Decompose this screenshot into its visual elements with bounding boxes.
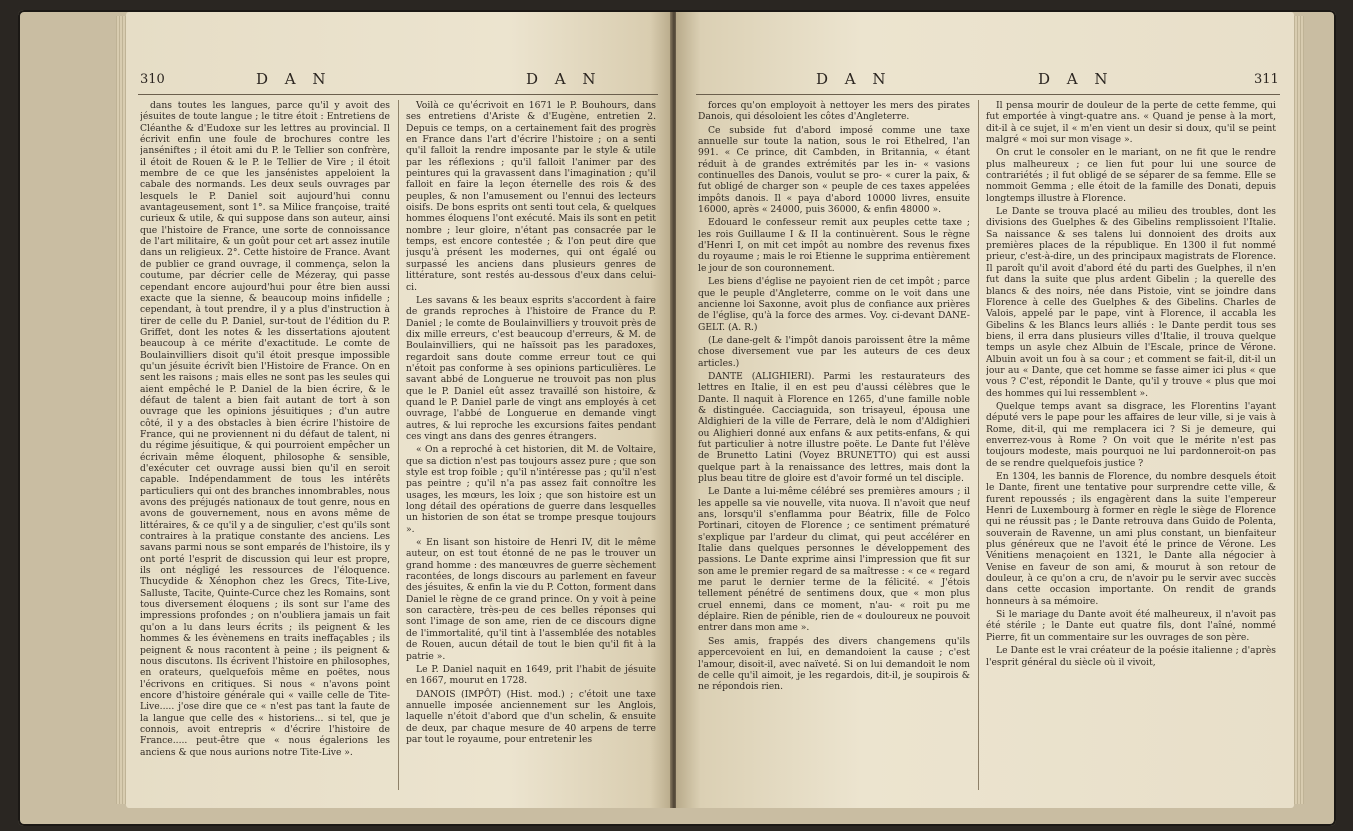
- column-rule: [978, 100, 979, 790]
- paragraph: On crut le consoler en le mariant, on ne fit que le rendre plus malheureux ; ce lien fut pour lui une source de contrariétés ; il fut obligé de se séparer de sa femme. Elle se nommoit Gemma ; elle étoit de la famille des Donati, depuis longtemps illustre à Florence.: [986, 147, 1276, 204]
- running-head: D A N: [816, 70, 892, 88]
- text-column-right-2: [986, 100, 1276, 800]
- column-rule: [398, 100, 399, 790]
- paragraph: Le Dante se trouva placé au milieu des troubles, dont les divisions des Guelphes & des Gibelins remplissoient l'Italie. Sa naissance & ses talens lui donnoient des droits aux premières places de la république. En 1300 il fut nommé prieur, c'est-à-dire, un des principaux magistrats de Florence. Il paroît qu'il avoit d'abord été du parti des Guelphes, il n'en fut dans la suite que plus ardent Gibelin ; la querelle des blancs & des noirs, née dans Pistoie, vint se joindre dans Florence à celle des Guelphes & des Gibelins. Charles de Valois, appelé par le pape, vint à Florence, il accabla les Gibelins & les Blancs leurs alliés : le Dante perdit tous ses biens, il erra dans plusieurs villes d'Italie, il trouva quelque temps un asyle chez Albuin de l'Escale, prince de Vérone. Albuin avoit un fou à sa cour ; et comment se fait-il, dit-il un jour au « Dante, que cet homme se fasse aimer ici plus « que vous ? C'est, répondit le Dante, qu'il y trouve « plus que moi des hommes qui lui ressemblent ».: [986, 206, 1276, 399]
- page-number-right: 311: [1254, 72, 1279, 87]
- text-column-left-2: [406, 100, 656, 800]
- paragraph: DANTE (ALIGHIERI). Parmi les restaurateurs des lettres en Italie, il en est peu d'aussi célèbres que le Dante. Il naquit à Florence en 1265, d'une famille noble & distinguée. Cacciaguida, son trisayeul, épousa une Aldighieri de la ville de Ferrare, delà le nom d'Aldighieri ou Alighieri donné aux enfans & aux petits-enfans, & qui fut particulier à notre illustre poëte. Le Dante fut l'élève de Brunetto Latini (Voyez BRUNETTO) qui est aussi quelque part à la renaissance des lettres, mais dont la plus beau titre de gloire est d'avoir formé un tel disciple.: [698, 370, 970, 484]
- paragraph: Les savans & les beaux esprits s'accordent à faire de grands reproches à l'histoire de France du P. Daniel ; le comte de Boulainvilliers y trouvoit près de dix mille erreurs, c'est beaucoup d'erreurs, & M. de Boulainvilliers, qui ne haïssoit pas les paradoxes, regardoit sans doute comme erreur tout ce qui n'étoit pas conforme à ses opinions particulières. Le savant abbé de Longuerue ne trouvoit pas non plus que le P. Daniel eût assez travaillé son histoire, & quand le P. Daniel parle de vingt ans employés à cet ouvrage, l'abbé de Longuerue en demande vingt autres, & lui reproche les excursions faites pendant ces vingt ans dans des genres étrangers.: [406, 294, 656, 442]
- paragraph: DANOIS (IMPÔT) (Hist. mod.) ; c'étoit une taxe annuelle imposée anciennement sur les Anglois, laquelle n'étoit d'abord que d'un schelin, & ensuite de deux, par chaque mesure de 40 arpens de terre par tout le royaume, pour entretenir les: [406, 688, 656, 745]
- paragraph: forces qu'on employoit à nettoyer les mers des pirates Danois, qui désoloient les côtes d'Angleterre.: [698, 100, 970, 123]
- paragraph: Le Dante a lui-même célébré ses premières amours ; il les appelle sa vie nouvelle, vita nuova. Il n'avoit que neuf ans, lorsqu'il s'enflamma pour Béatrix, fille de Folco Portinari, citoyen de Florence ; ce sentiment prématuré s'explique par l'ardeur du climat, qui peut accélérer en Italie dans quelques personnes le développement des passions. Le Dante exprime ainsi l'impression que fit sur son ame le premier regard de sa maîtresse : « ce « regard me parut le dernier terme de la félicité. « J'étois tellement pénétré de sentimens doux, que « mon plus cruel ennemi, dans ce moment, n'au- « roit pu me déplaire. Rien de pénible, rien de « douloureux ne pouvoit entrer dans mon ame ».: [698, 486, 970, 634]
- paragraph: « On a reproché à cet historien, dit M. de Voltaire, que sa diction n'est pas toujours assez pure ; que son style est trop foible ; qu'il n'intéresse pas ; qu'il n'est pas peintre ; qu'il n'a pas assez fait connoître les usages, les mœurs, les loix ; que son histoire est un long détail des opérations de guerre dans lesquelles un historien de son état se trompe presque toujours ».: [406, 444, 656, 535]
- page-number-left: 310: [140, 72, 165, 87]
- paragraph: Si le mariage du Dante avoit été malheureux, il n'avoit pas été stérile ; le Dante eut quatre fils, dont l'aîné, nommé Pierre, fit un commentaire sur les ouvrages de son père.: [986, 609, 1276, 643]
- running-head: D A N: [256, 70, 332, 88]
- paragraph: Il pensa mourir de douleur de la perte de cette femme, qui fut emportée à vingt-quatre ans. « Quand je pense à la mort, dit-il à ce sujet, il « m'en vient un desir si doux, qu'il se peint malgré « moi sur mon visage ».: [986, 100, 1276, 146]
- left-page: [126, 12, 672, 808]
- paragraph: En 1304, les bannis de Florence, du nombre desquels étoit le Dante, firent une tentative pour surprendre cette ville, & furent repoussés ; ils engagèrent dans la suite l'empereur Henri de Luxembourg à former en règle le siège de Florence qui ne réussit pas ; le Dante retrouva dans Guido de Polenta, souverain de Ravenne, un ami plus constant, un bienfaiteur plus généreux que ne l'avoit été le prince de Vérone. Les Vénitiens menaçoient en 1321, le Dante alla négocier à Venise en faveur de son ami, & mourut à son retour de douleur, à ce qu'on a cru, de n'avoir pu le servir avec succès dans cette occasion importante. On rendit de grands honneurs à sa mémoire.: [986, 471, 1276, 607]
- running-head: D A N: [526, 70, 602, 88]
- left-page-edges: [116, 16, 126, 804]
- paragraph: Ses amis, frappés des divers changemens qu'ils appercevoient en lui, en demandoient la cause ; c'est l'amour, disoit-il, avec naïveté. Si on lui demandoit le nom de celle qu'il aimoit, je les regardois, dit-il, je soupirois & ne répondois rien.: [698, 635, 970, 693]
- header-rule: [138, 94, 658, 95]
- right-page: [676, 12, 1294, 808]
- paragraph: Edouard le confesseur remit aux peuples cette taxe ; les rois Guillaume I & II la continuèrent. Sous le règne d'Henri I, on mit cet impôt au nombre des revenus fixes du royaume ; mais le roi Etienne le supprima entièrement le jour de son couronnement.: [698, 217, 970, 274]
- text-column-right-1: [698, 100, 970, 800]
- paragraph: Le P. Daniel naquit en 1649, prit l'habit de jésuite en 1667, mourut en 1728.: [406, 663, 656, 687]
- paragraph: dans toutes les langues, parce qu'il y avoit des jésuites de toute langue ; le titre étoit : Entretiens de Cléanthe & d'Eudoxe sur les lettres au provincial. Il écrivit enfin une foule de brochures contre les janséniftes ; il étoit ami du P. le Tellier son confrère, il étoit de Rouen & le P. le Tellier de Vire ; il étoit membre de ce que les jansénistes appeloient la cabale des normands. Les deux seuls ouvrages par lesquels le P. Daniel soit aujourd'hui connu avantageusement, sont 1°. sa Milice françoise, traité curieux & utile, & qui suppose dans son auteur, ainsi que l'histoire de France, une sorte de connoissance de l'art militaire, & un goût pour cet art assez inutile dans un religieux. 2°. Cette histoire de France. Avant de publier ce grand ouvrage, il commença, selon la coutume, par décrier celle de Mézeray, qui passe cependant encore aujourd'hui pour être bien aussi exacte que la sienne, & beaucoup moins infidelle ; cependant, à tout prendre, il y a plus d'instruction à tirer de celle du P. Daniel, sur-tout de l'édition du P. Griffet, dont les notes & les dissertations ajoutent beaucoup à ce mérite d'exactitude. Le comte de Boulainvilliers disoit qu'il étoit presque impossible qu'un jésuite écrivît bien l'Histoire de France. On en sent les raisons ; mais elles ne sont pas les seules qui aient empêché le P. Daniel de la bien écrire, & le défaut de talent a bien fait autant de tort à son ouvrage que les opinions jésuitiques ; d'un autre côté, il y a des obstacles à bien écrire l'histoire de France, qui ne proviennent ni du défaut de talent, ni du régime jésuitique, & qui pourroient empêcher un écrivain même éloquent, philosophe & sensible, d'exécuter cet ouvrage aussi bien qu'il en seroit capable. Indépendamment de tous les intérêts particuliers qui ont des branches innombrables, nous avons des préjugés nationaux de tout genre, nous en avons de gouvernement, nous en avons même de littéraires, & ce qu'il y a de singulier, c'est qu'ils sont contraires à la pratique constante des anciens. Les savans parmi nous se sont emparés de l'histoire, ils y ont porté l'esprit de discussion qui leur est propre, ils ont négligé les ressources de l'éloquence. Thucydide & Xénophon chez les Grecs, Tite-Live, Salluste, Tacite, Quinte-Curce chez les Romains, sont tous diversement éloquens ; ils sont sur l'ame des impressions profondes ; on n'oubliera jamais un fait qu'on a lu dans leurs écrits ; ils peignent & les hommes & les évènemens en traits ineffaçables ; ils peignent & nous racontent à peine ; ils peignent & nous discutons. Ils écrivent l'histoire en philosophes, en orateurs, quelquefois même en poëtes, nous l'écrivons en critiques. Si nous « n'avons point encore d'histoire générale qui « vaille celle de Tite-Live..... j'ose dire que ce « n'est pas tant la faute de la langue que celle des « historiens... si tel, que je connois, avoit entrepris « d'écrire l'histoire de France..... peut-être que « nous égalerions les anciens & que nous aurions notre Tite-Live ».: [140, 100, 390, 758]
- header-rule: [696, 94, 1280, 95]
- paragraph: Le Dante est le vrai créateur de la poésie italienne ; d'après l'esprit général du siècle où il vivoit,: [986, 645, 1276, 668]
- paragraph: (Le dane-gelt & l'impôt danois paroissent être la même chose diversement vue par les auteurs de ces deux articles.): [698, 334, 970, 369]
- paragraph: Quelque temps avant sa disgrace, les Florentins l'ayant député vers le pape pour les affaires de leur ville, si je vais à Rome, dit-il, qui me remplacera ici ? Si je demeure, qui enverrez-vous à Rome ? On voit que le mérite n'est pas toujours modeste, mais pourquoi ne lui pardonneroit-on pas de se rendre quelquefois justice ?: [986, 400, 1276, 469]
- paragraph: Les biens d'église ne payoient rien de cet impôt ; parce que le peuple d'Angleterre, comme on le voit dans une ancienne loi Saxonne, avoit plus de confiance aux prières de l'église, qu'à la force des armes. Voy. ci-devant DANE-GELT. (A. R.): [698, 276, 970, 333]
- paragraph: Ce subside fut d'abord imposé comme une taxe annuelle sur toute la nation, sous le roi Ethelred, l'an 991. « Ce prince, dit Cambden, in Britannia, « étant réduit à de grandes extrémités par les in- « vasions continuelles des Danois, voulut se pro- « curer la paix, & fut obligé de charger son « peuple de ces taxes appelées impôts danois. Il « paya d'abord 10000 livres, ensuite 16000, après « 24000, puis 36000, & enfin 48000 ».: [698, 124, 970, 216]
- right-page-edges: [1294, 16, 1304, 804]
- paragraph: Voilà ce qu'écrivoit en 1671 le P. Bouhours, dans ses entretiens d'Ariste & d'Eugène, entretien 2. Depuis ce temps, on a certainement fait des progrès en France dans l'art d'écrire l'histoire ; on a senti qu'il falloit la rendre imposante par le style & utile par les réflexions ; qu'il falloit l'animer par des peintures qui la gravassent dans l'imagination ; qu'il falloit en faire la leçon éternelle des rois & des peuples, & non l'amusement ou l'ennui des lecteurs oisifs. De bons esprits ont senti tout cela, & quelques hommes éloquens l'ont exécuté. Mais ils sont en petit nombre ; leur gloire, n'étant pas consacrée par le temps, est encore contestée ; & l'on peut dire que jusqu'à présent les modernes, qui ont égalé ou surpassé les anciens dans plusieurs genres de littérature, sont restés au-dessous d'eux dans celui-ci.: [406, 100, 656, 293]
- paragraph: « En lisant son histoire de Henri IV, dit le même auteur, on est tout étonné de ne pas le trouver un grand homme : des manœuvres de guerre sèchement racontées, de longs discours au parlement en faveur des jésuites, & enfin la vie du P. Cotton, forment dans Daniel le règne de ce grand prince. On y voit à peine son caractère, très-peu de ces belles réponses qui sont l'image de son ame, rien de ce discours digne de l'immortalité, qu'il tint à l'assemblée des notables de Rouen, aucun détail de tout le bien qu'il fit à la patrie ».: [406, 537, 656, 662]
- text-column-left-1: [140, 100, 390, 800]
- running-head: D A N: [1038, 70, 1114, 88]
